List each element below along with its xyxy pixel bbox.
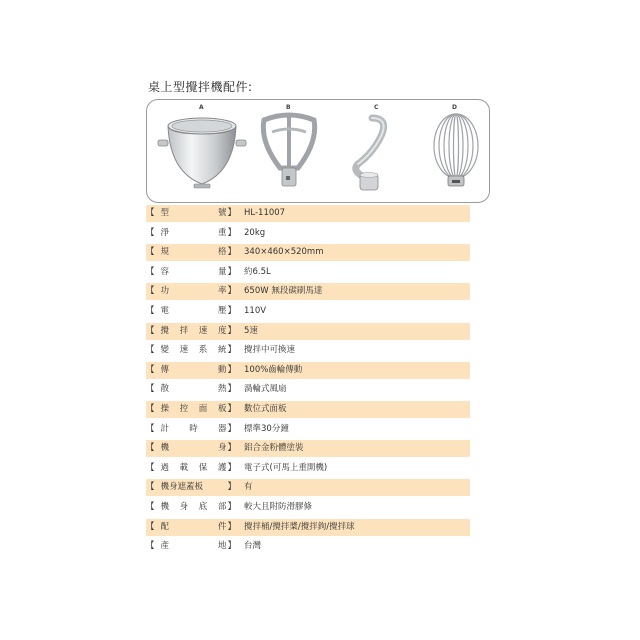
flat-beater-icon [258, 112, 320, 192]
bracket-close: 】 [227, 384, 236, 395]
bracket-open: 【 [146, 325, 155, 336]
bracket-open: 【 [146, 208, 155, 218]
spec-label-text [155, 479, 228, 496]
accessory-letter-d: D [452, 104, 457, 111]
spec-label [146, 381, 236, 398]
bracket-open: 【 [146, 404, 155, 414]
bracket-open: 【 [146, 364, 155, 375]
spec-row [146, 538, 470, 555]
spec-value: 110V [244, 306, 267, 316]
spec-label-text [155, 401, 228, 418]
spec-label-text [155, 421, 228, 438]
spec-label-char: 電 [160, 306, 170, 316]
bracket-close: 】 [227, 364, 236, 375]
spec-label-char: 系 [198, 345, 208, 356]
spec-label-char: 身 [217, 443, 227, 454]
spec-label-text [155, 362, 228, 379]
spec-label-char: 護 [217, 462, 227, 473]
spec-label-char: 攪 [160, 325, 170, 336]
spec-label-char: 重 [217, 227, 227, 238]
spec-label-char: 壓 [217, 306, 227, 316]
spec-label-char: 動 [217, 364, 227, 375]
spec-row [146, 362, 470, 379]
spec-row [146, 303, 470, 320]
spec-label-char: 地 [217, 541, 227, 552]
spec-label-char: 部 [217, 502, 227, 512]
spec-label-text [155, 460, 228, 477]
spec-label-char: 型 [160, 208, 170, 218]
spec-value: 渦輪式風扇 [244, 384, 287, 395]
spec-row [146, 205, 470, 222]
spec-value: 台灣 [244, 541, 262, 552]
dough-hook-icon [344, 112, 394, 194]
spec-value: HL-11007 [244, 208, 286, 218]
spec-value: 攪拌桶/攪拌槳/攪拌鉤/攪拌球 [244, 521, 355, 532]
bracket-open: 【 [146, 345, 155, 356]
spec-row [146, 264, 470, 281]
spec-row [146, 499, 470, 516]
bracket-close: 】 [227, 306, 236, 316]
accessory-letter-b: B [286, 104, 291, 111]
spec-label-char: 載 [179, 462, 189, 473]
bracket-close: 】 [227, 325, 236, 336]
spec-label-char: 淨 [160, 227, 170, 238]
spec-label-char: 度 [217, 325, 227, 336]
spec-row [146, 283, 470, 300]
bracket-open: 【 [146, 384, 155, 395]
spec-label-char: 底 [198, 502, 208, 512]
bracket-open: 【 [146, 266, 155, 277]
spec-label-char: 速 [179, 345, 189, 356]
spec-label-char: 量 [217, 266, 227, 277]
spec-value: 攪拌中可換速 [244, 345, 296, 356]
spec-row [146, 381, 470, 398]
spec-row [146, 323, 470, 340]
spec-label-char: 熱 [217, 384, 227, 395]
bracket-close: 】 [227, 227, 236, 238]
accessory-letter-a: A [199, 104, 204, 111]
spec-row [146, 244, 470, 261]
bracket-close: 】 [227, 345, 236, 356]
spec-value: 鋁合金粉體塗裝 [244, 443, 304, 454]
bracket-open: 【 [146, 286, 155, 297]
bracket-open: 【 [146, 521, 155, 532]
spec-label-char: 傳 [160, 364, 170, 375]
spec-label [146, 499, 236, 516]
spec-label-text [155, 538, 228, 555]
spec-label-char: 容 [160, 266, 170, 277]
bracket-close: 】 [227, 502, 236, 512]
bracket-open: 【 [146, 443, 155, 454]
bracket-open: 【 [146, 227, 155, 238]
spec-label-char: 機身遮蓋板 [160, 482, 204, 493]
bracket-close: 】 [227, 521, 236, 532]
page-title: 桌上型攪拌機配件: [148, 80, 253, 94]
bracket-close: 】 [227, 423, 236, 434]
spec-label-char: 率 [217, 286, 227, 297]
spec-row [146, 460, 470, 477]
spec-value: 20kg [244, 227, 266, 238]
spec-label-char: 板 [217, 404, 227, 414]
spec-label-char: 時 [189, 423, 198, 434]
spec-label-char: 格 [217, 247, 227, 258]
spec-label-char: 器 [217, 423, 227, 434]
spec-label-text [155, 264, 228, 281]
spec-label [146, 205, 236, 222]
spec-label [146, 323, 236, 340]
spec-label-char: 變 [160, 345, 170, 356]
spec-label [146, 264, 236, 281]
bracket-close: 】 [227, 286, 236, 297]
spec-label-text [155, 244, 228, 261]
bracket-open: 【 [146, 423, 155, 434]
bracket-close: 】 [227, 541, 236, 552]
spec-label-char: 控 [179, 404, 189, 414]
bracket-open: 【 [146, 247, 155, 258]
spec-value: 約6.5L [244, 266, 271, 277]
bracket-close: 】 [227, 462, 236, 473]
spec-label [146, 440, 236, 457]
spec-label [146, 303, 236, 320]
spec-value: 100%齒輪傳動 [244, 364, 303, 375]
spec-label [146, 421, 236, 438]
spec-label-char: 計 [160, 423, 170, 434]
spec-label [146, 362, 236, 379]
bracket-close: 】 [227, 266, 236, 277]
spec-label-text [155, 499, 228, 516]
spec-row [146, 479, 470, 496]
wire-whisk-icon [428, 110, 484, 194]
spec-label [146, 479, 236, 496]
spec-label-text [155, 381, 228, 398]
spec-label-char: 統 [217, 345, 227, 356]
spec-label-text [155, 342, 228, 359]
bracket-close: 】 [227, 208, 236, 218]
spec-label-char: 產 [160, 541, 170, 552]
spec-label-char: 過 [160, 462, 170, 473]
spec-label [146, 538, 236, 555]
spec-label-char: 號 [217, 208, 227, 218]
spec-value: 較大且附防滑膠條 [244, 502, 313, 512]
spec-label-char: 拌 [179, 325, 189, 336]
spec-label-text [155, 440, 228, 457]
spec-label-char: 身 [179, 502, 189, 512]
spec-label-char: 功 [160, 286, 170, 297]
spec-label-char: 件 [217, 521, 227, 532]
spec-label-char: 速 [198, 325, 208, 336]
spec-label-text [155, 519, 228, 536]
spec-label-text [155, 303, 228, 320]
spec-label-char: 機 [160, 502, 170, 512]
spec-label [146, 460, 236, 477]
spec-label [146, 519, 236, 536]
spec-row [146, 342, 470, 359]
spec-label [146, 225, 236, 242]
bracket-close: 】 [227, 247, 236, 258]
spec-row [146, 225, 470, 242]
bowl-icon [156, 112, 248, 194]
spec-row [146, 421, 470, 438]
spec-row [146, 401, 470, 418]
spec-label [146, 244, 236, 261]
spec-label-char: 散 [160, 384, 170, 395]
spec-label-char: 保 [198, 462, 208, 473]
bracket-open: 【 [146, 502, 155, 512]
spec-row [146, 519, 470, 536]
spec-label [146, 283, 236, 300]
bracket-close: 】 [227, 443, 236, 454]
spec-value: 有 [244, 482, 253, 493]
spec-value: 5速 [244, 325, 258, 336]
spec-label-text [155, 283, 228, 300]
bracket-open: 【 [146, 541, 155, 552]
accessory-letter-c: C [374, 104, 379, 111]
spec-row [146, 440, 470, 457]
spec-label-char: 操 [160, 404, 170, 414]
spec-label-text [155, 225, 228, 242]
spec-value: 340×460×520mm [244, 247, 324, 258]
spec-value: 標準30分鐘 [244, 423, 289, 434]
spec-label-char: 面 [198, 404, 208, 414]
spec-label [146, 401, 236, 418]
spec-label-text [155, 205, 228, 222]
spec-value: 電子式(可馬上重開機) [244, 462, 328, 473]
bracket-open: 【 [146, 482, 155, 493]
bracket-close: 】 [227, 482, 236, 493]
bracket-open: 【 [146, 306, 155, 316]
spec-label-char: 配 [160, 521, 170, 532]
spec-label-char: 機 [160, 443, 170, 454]
spec-label-char: 規 [160, 247, 170, 258]
spec-label-text [155, 323, 228, 340]
spec-value: 650W 無段碳刷馬達 [244, 286, 323, 297]
spec-value: 數位式面板 [244, 404, 287, 414]
bracket-open: 【 [146, 462, 155, 473]
bracket-close: 】 [227, 404, 236, 414]
spec-label [146, 342, 236, 359]
